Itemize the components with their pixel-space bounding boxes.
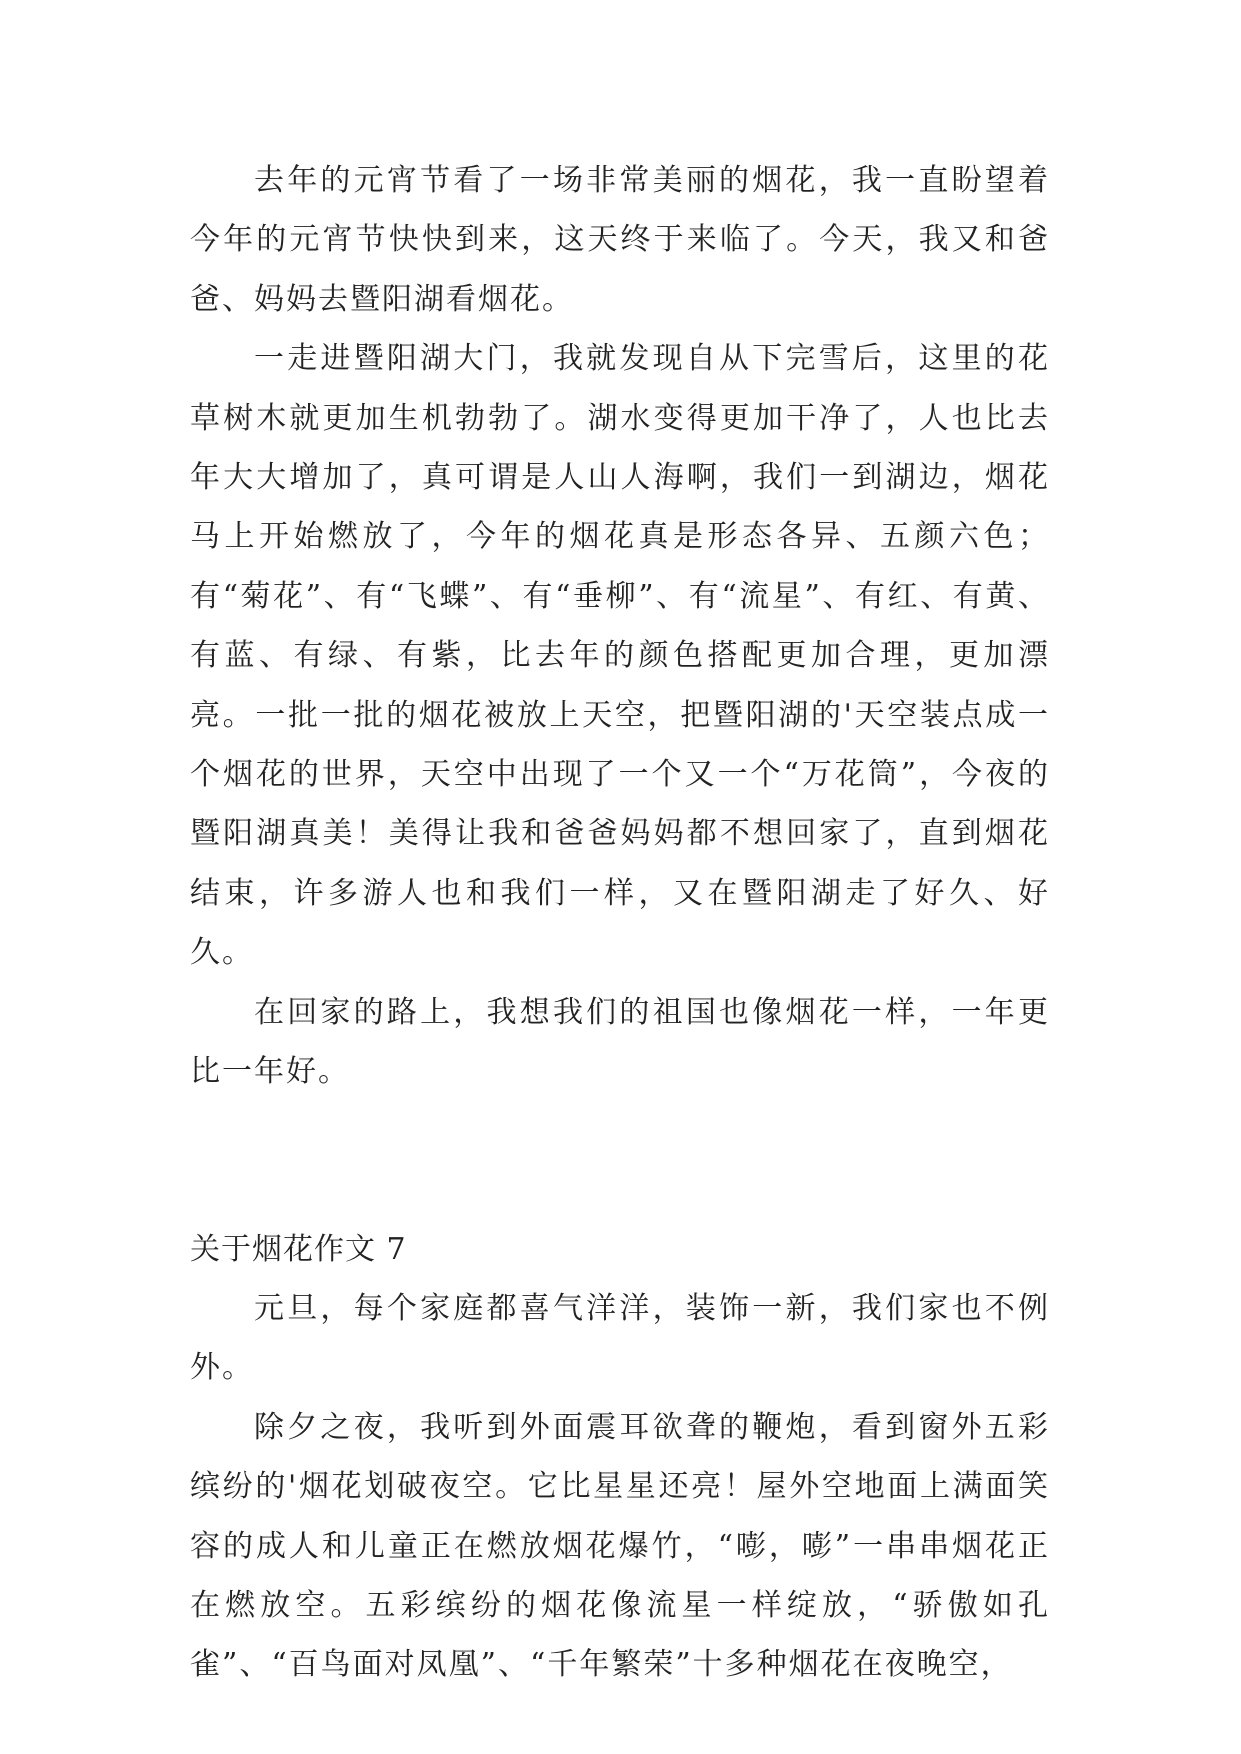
essay-heading: 关于烟花作文 7 [190, 1231, 407, 1267]
paragraph-new-year: 元旦，每个家庭都喜气洋洋，装饰一新，我们家也不例外。 [190, 1290, 1050, 1386]
document-body [190, 151, 1050, 1695]
paragraph-new-years-eve: 除夕之夜，我听到外面震耳欲聋的鞭炮，看到窗外五彩缤纷的'烟花划破夜空。它比星星还亮！屋外空地面上满面笑容的成人和儿童正在燃放烟花爆竹，“嘭，嘭”一串串烟花正在燃放空。五彩缤纷的烟花像流星一样绽放，“骄傲如孔雀”、“百鸟面对凤凰”、“千年繁荣”十多种烟花在夜晚空， [190, 1409, 1050, 1683]
paragraph-lantern-festival-intro: 去年的元宵节看了一场非常美丽的烟花，我一直盼望着今年的元宵节快快到来，这天终于来临了。今天，我又和爸爸、妈妈去暨阳湖看烟花。 [190, 163, 1050, 317]
paragraph-way-home: 在回家的路上，我想我们的祖国也像烟花一样，一年更比一年好。 [190, 994, 1050, 1090]
paragraph-jiyang-lake-fireworks: 一走进暨阳湖大门，我就发现自从下完雪后，这里的花草树木就更加生机勃勃了。湖水变得更加干净了，人也比去年大大增加了，真可谓是人山人海啊，我们一到湖边，烟花马上开始燃放了，今年的烟花真是形态各异、五颜六色；有“菊花”、有“飞蝶”、有“垂柳”、有“流星”、有红、有黄、有蓝、有绿、有紫，比去年的颜色搭配更加合理，更加漂亮。一批一批的烟花被放上天空，把暨阳湖的'天空装点成一个烟花的世界，天空中出现了一个又一个“万花筒”，今夜的暨阳湖真美！美得让我和爸爸妈妈都不想回家了，直到烟花结束，许多游人也和我们一样，又在暨阳湖走了好久、好久。 [190, 341, 1050, 971]
